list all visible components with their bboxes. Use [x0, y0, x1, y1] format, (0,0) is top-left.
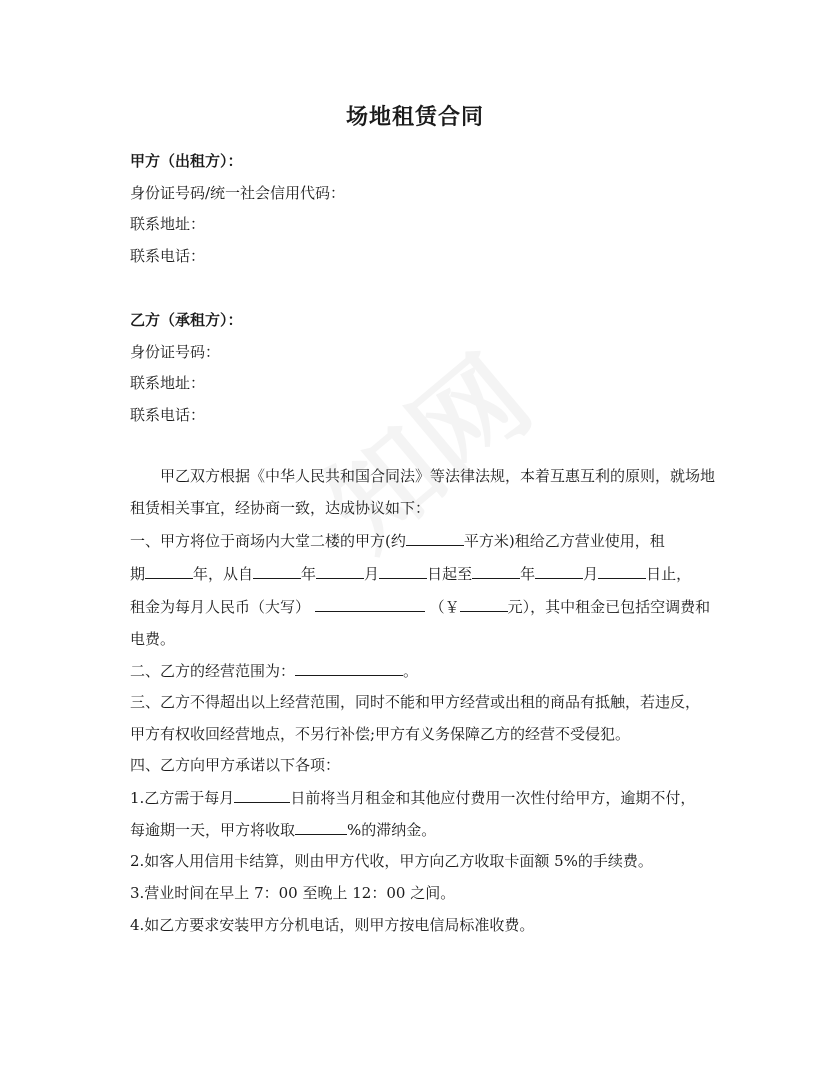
clause1-l2-c: 年 [301, 565, 317, 583]
clause2-line [130, 660, 418, 681]
area-blank [406, 531, 464, 546]
clause2-text-b: 。 [403, 662, 419, 680]
clause4-item1-line-1 [130, 787, 695, 808]
clause2-text-a: 二、乙方的经营范围为： [130, 662, 296, 680]
party-a-heading: 甲方（出租方）： [130, 152, 243, 170]
late-fee-blank [295, 820, 347, 835]
clause1-l3-a: 租金为每月人民币（大写） [130, 598, 311, 616]
clause4-item2: 2.如客人用信用卡结算，则由甲方代收，甲方向乙方收取卡面额 5%的手续费。 [130, 852, 653, 870]
clause4-item1-b: 日前将当月租金和其他应付费用一次性付给甲方，逾期不付， [290, 789, 696, 807]
clause4-item1-d: %的滞纳金。 [347, 821, 437, 839]
clause1-l3-c: 元），其中租金已包括空调费和 [507, 598, 711, 616]
clause1-line-4: 电费。 [130, 630, 176, 648]
clause4-item1-line-2 [130, 819, 436, 840]
clause1-l2-d: 月 [364, 565, 380, 583]
start-year-blank [253, 564, 301, 579]
business-scope-blank [295, 661, 403, 676]
clause4-heading: 四、乙方向甲方承诺以下各项： [130, 756, 341, 774]
rent-amount-blank [460, 597, 508, 612]
clause4-item3: 3.营业时间在早上 7：00 至晚上 12：00 之间。 [130, 884, 456, 902]
document-title: 场地租赁合同 [345, 105, 484, 130]
rent-uppercase-blank [315, 597, 425, 612]
clause1-line-3 [130, 596, 710, 617]
clause1-l3-b: （￥ [429, 598, 460, 616]
clause1-l2-b: 年，从自 [193, 565, 254, 583]
party-a-phone-label: 联系电话： [130, 247, 206, 265]
party-b-id-label: 身份证号码： [130, 343, 221, 361]
clause3-line-2: 甲方有权收回经营地点，不另行补偿;甲方有义务保障乙方的经营不受侵犯。 [130, 725, 631, 743]
end-day-blank [598, 564, 646, 579]
term-years-blank [145, 564, 193, 579]
start-day-blank [379, 564, 427, 579]
clause4-item1-c: 每逾期一天，甲方将收取 [130, 821, 296, 839]
start-month-blank [316, 564, 364, 579]
clause1-l2-h: 日止， [646, 565, 692, 583]
clause1-text-b: 平方米)租给乙方营业使用，租 [463, 532, 665, 550]
party-b-phone-label: 联系电话： [130, 406, 206, 424]
intro-line-1: 甲乙双方根据《中华人民共和国合同法》等法律法规，本着互惠互利的原则，就场地 [160, 467, 716, 485]
clause4-item1-a: 1.乙方需于每月 [130, 789, 235, 807]
clause4-item4: 4.如乙方要求安装甲方分机电话，则甲方按电信局标准收费。 [130, 916, 535, 934]
clause3-line-1: 三、乙方不得超出以上经营范围，同时不能和甲方经营或出租的商品有抵触，若违反， [130, 693, 701, 711]
clause1-text-a: 一、甲方将位于商场内大堂二楼的甲方(约 [130, 532, 406, 550]
party-b-address-label: 联系地址： [130, 374, 206, 392]
watermark [288, 276, 592, 563]
payment-day-blank [234, 788, 290, 803]
clause1-line-2 [130, 563, 691, 584]
clause1-l2-a: 期 [130, 565, 146, 583]
intro-line-2: 租赁相关事宜，经协商一致，达成协议如下： [130, 499, 431, 517]
party-a-address-label: 联系地址： [130, 215, 206, 233]
party-b-heading: 乙方（承租方）： [130, 311, 243, 329]
end-year-blank [472, 564, 520, 579]
clause1-l2-f: 年 [520, 565, 536, 583]
party-a-id-label: 身份证号码/统一社会信用代码： [130, 184, 346, 202]
end-month-blank [535, 564, 583, 579]
clause1-line-1 [130, 530, 665, 551]
clause1-l2-g: 月 [583, 565, 599, 583]
clause1-l2-e: 日起至 [427, 565, 473, 583]
